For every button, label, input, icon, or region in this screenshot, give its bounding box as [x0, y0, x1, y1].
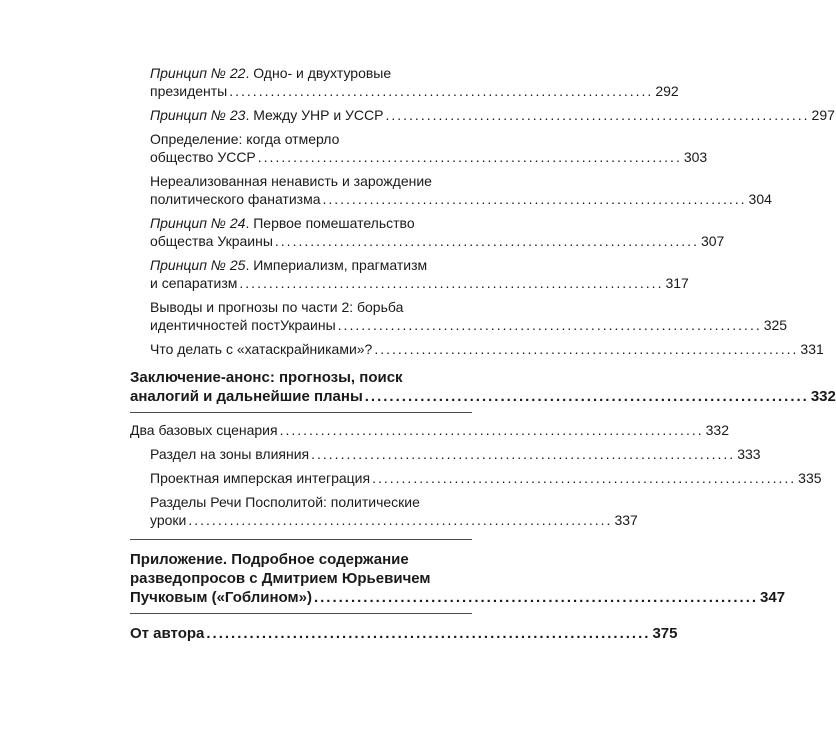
page-number: 332	[705, 422, 729, 438]
toc-entry-imperial-integration[interactable]	[150, 469, 822, 487]
toc-entry-principle-25[interactable]	[150, 256, 689, 292]
toc-entry-unrealized-hatred[interactable]	[150, 172, 772, 208]
dot-leader: ........................................................................	[239, 275, 664, 291]
toc-entry-conclusion-announcement[interactable]	[130, 368, 836, 406]
entry-title-cont: разведопросов с Дмитрием Юрьевичем	[130, 570, 431, 587]
entry-title: От автора	[130, 625, 205, 642]
entry-title-cont: общество УССР	[150, 149, 256, 165]
toc-entry-two-scenarios[interactable]	[130, 421, 729, 439]
entry-prefix: Принцип № 25	[150, 257, 246, 273]
entry-title: Разделы Речи Посполитой: политические	[150, 494, 420, 510]
entry-title-cont: аналогий и дальнейшие планы	[130, 388, 363, 405]
page-number: 337	[614, 512, 638, 528]
entry-title-cont: Пучковым («Гоблином»)	[130, 589, 312, 606]
page-number: 347	[760, 589, 786, 606]
dot-leader: ........................................................................	[311, 446, 736, 462]
page-number: 307	[700, 233, 725, 249]
entry-title: Нереализованная ненависть и зарождение	[150, 173, 432, 189]
page-number: 375	[652, 625, 678, 642]
page-number: 303	[683, 149, 708, 165]
dot-leader: ........................................................................	[229, 83, 654, 99]
page-number: 317	[665, 275, 689, 291]
toc-entry-spheres-of-influence[interactable]	[150, 445, 761, 463]
dot-leader: ........................................................................	[372, 470, 797, 486]
entry-title: Раздел на зоны влияния	[150, 446, 310, 462]
entry-title: Два базовых сценария	[130, 422, 278, 438]
entry-title: Что делать с «хатаскрайниками»?	[150, 341, 373, 357]
page-number: 292	[655, 83, 679, 99]
toc-entry-conclusions-part-2[interactable]	[150, 298, 788, 334]
entry-prefix: Принцип № 24	[150, 215, 246, 231]
entry-title: Проектная имперская интеграция	[150, 470, 371, 486]
entry-title: . Империализм, прагматизм	[245, 257, 428, 273]
toc-entry-appendix[interactable]	[130, 550, 786, 607]
entry-title: . Первое помешательство	[245, 215, 415, 231]
dot-leader: ........................................................................	[337, 317, 762, 333]
dot-leader: ........................................................................	[364, 388, 809, 405]
table-of-contents	[130, 64, 836, 643]
dot-leader: ........................................................................	[322, 191, 747, 207]
entry-title: Определение: когда отмерло	[150, 131, 340, 147]
entry-title-cont: идентичностей постУкраины	[150, 317, 336, 333]
page-number: 335	[798, 470, 822, 486]
toc-entry-definition[interactable]	[150, 130, 708, 166]
entry-prefix: Принцип № 22	[150, 65, 246, 81]
entry-title: Заключение-анонс: прогнозы, поиск	[130, 369, 403, 386]
dot-leader: ........................................................................	[188, 512, 613, 528]
entry-title: Выводы и прогнозы по части 2: борьба	[150, 299, 404, 315]
dot-leader: ........................................................................	[274, 233, 699, 249]
page-number: 333	[737, 446, 761, 462]
entry-prefix: Принцип № 23	[150, 107, 246, 123]
entry-title-cont: и сепаратизм	[150, 275, 238, 291]
toc-entry-from-author[interactable]	[130, 624, 678, 643]
dot-leader: ........................................................................	[257, 149, 682, 165]
dot-leader: ........................................................................	[374, 341, 799, 357]
toc-entry-partitions-of-poland[interactable]	[150, 493, 638, 529]
toc-entry-principle-24[interactable]	[150, 214, 725, 250]
toc-entry-what-to-do[interactable]	[150, 340, 824, 358]
entry-title-cont: политического фанатизма	[150, 191, 321, 207]
page-number: 331	[800, 341, 824, 357]
entry-title-cont: уроки	[150, 512, 187, 528]
dot-leader: ........................................................................	[313, 589, 759, 606]
entry-title: Приложение. Подробное содержание	[130, 551, 409, 568]
entry-title-cont: президенты	[150, 83, 228, 99]
page-number: 297	[811, 107, 835, 123]
entry-title: . Между УНР и УССР	[245, 107, 384, 123]
dot-leader: ........................................................................	[385, 107, 810, 123]
toc-entry-principle-22[interactable]	[150, 64, 679, 100]
entry-title: . Одно- и двухтуровые	[245, 65, 392, 81]
entry-title-cont: общества Украины	[150, 233, 273, 249]
dot-leader: ........................................................................	[206, 625, 651, 642]
page-number: 332	[810, 388, 836, 405]
dot-leader: ........................................................................	[279, 422, 704, 438]
page-number: 325	[763, 317, 788, 333]
toc-entry-principle-23[interactable]	[150, 106, 835, 124]
page-number: 304	[748, 191, 772, 207]
